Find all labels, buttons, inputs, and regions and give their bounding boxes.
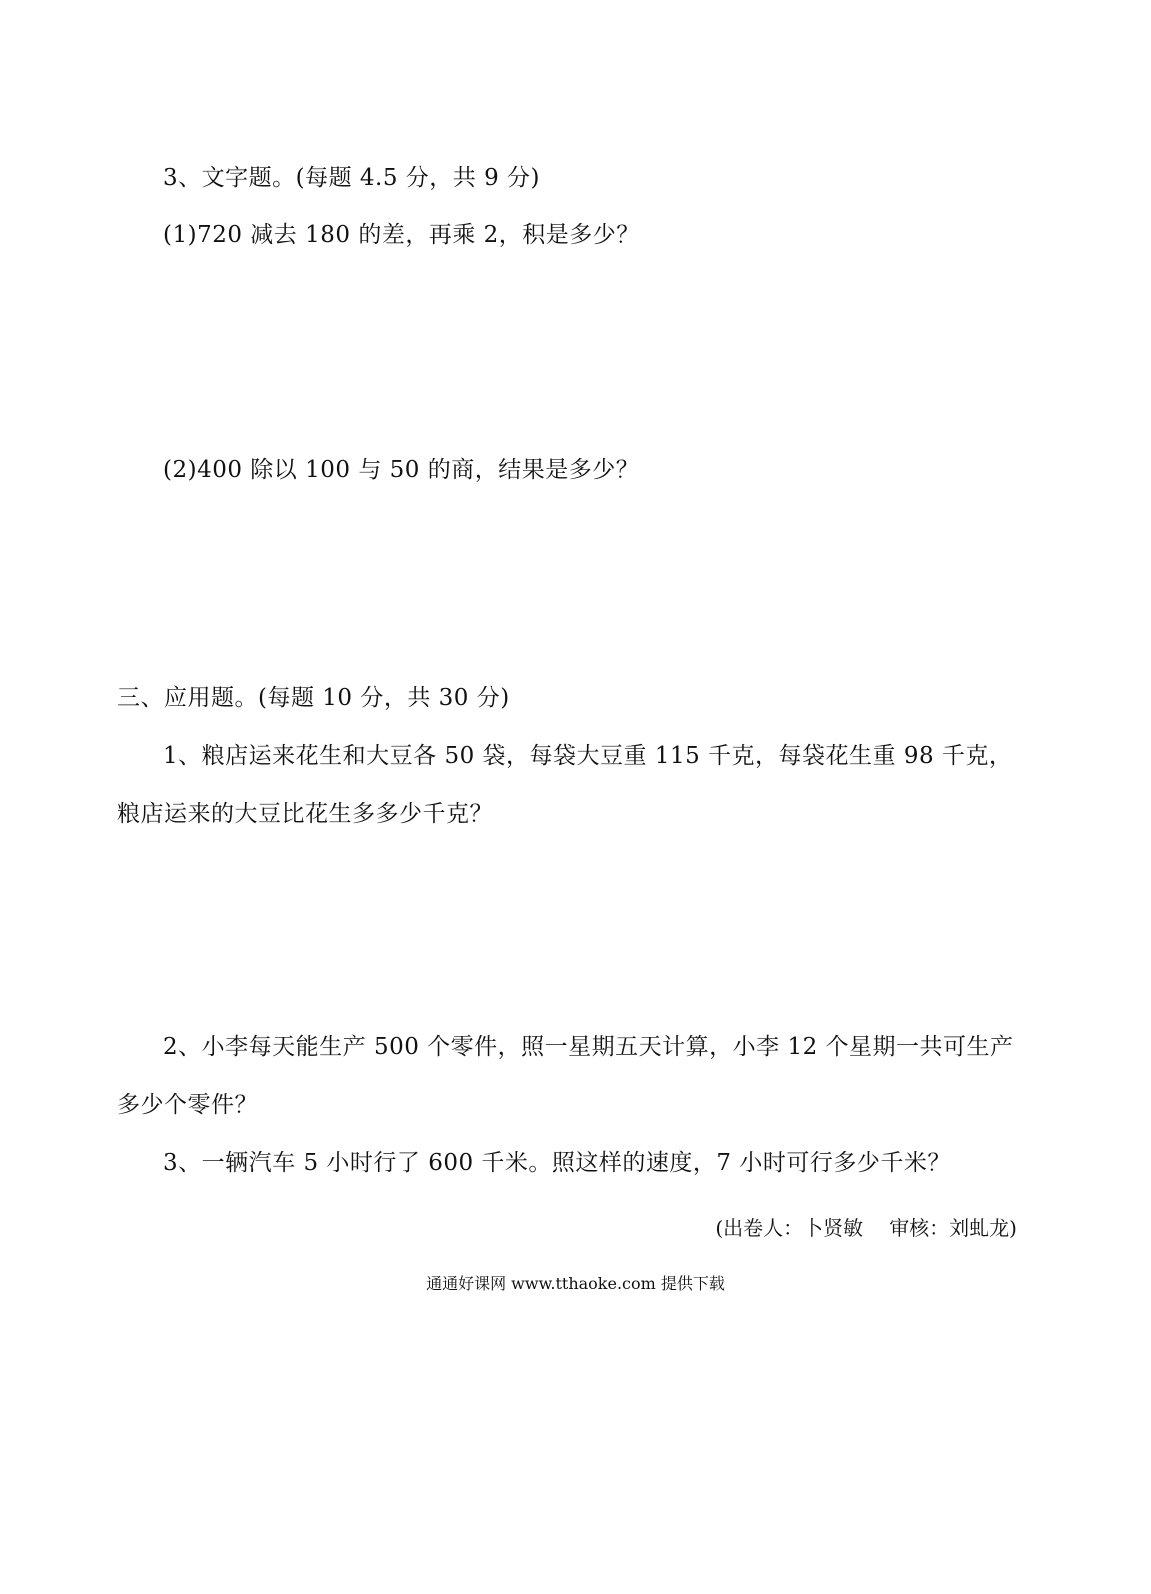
author-credit: (出卷人：卜贤敏 [715,1216,864,1240]
problem-2-line-1: 2、小李每天能生产 500 个零件，照一星期五天计算，小李 12 个星期一共可生产 [163,1034,1014,1060]
problem-3-line-1: 3、一辆汽车 5 小时行了 600 千米。照这样的速度，7 小时可行多少千米？ [163,1150,951,1176]
problem-2-line-2: 多少个零件？ [117,1092,258,1118]
page-footer: 通通好课网 www.tthaoke.com 提供下载 [426,1274,725,1293]
problem-1-line-1: 1、粮店运来花生和大豆各 50 袋，每袋大豆重 115 千克，每袋花生重 98 千克， [163,743,1013,769]
part-3-heading: 三、应用题。(每题 10 分，共 30 分) [117,685,510,711]
reviewer-credit: 审核：刘虬龙) [889,1216,1017,1240]
section-3-heading: 3、文字题。(每题 4.5 分，共 9 分) [163,165,541,191]
question-2: (2)400 除以 100 与 50 的商，结果是多少？ [163,457,640,483]
problem-1-line-2: 粮店运来的大豆比花生多多少千克？ [117,801,493,827]
exam-credits [715,1214,1017,1242]
question-1: (1)720 减去 180 的差，再乘 2，积是多少？ [163,222,640,248]
